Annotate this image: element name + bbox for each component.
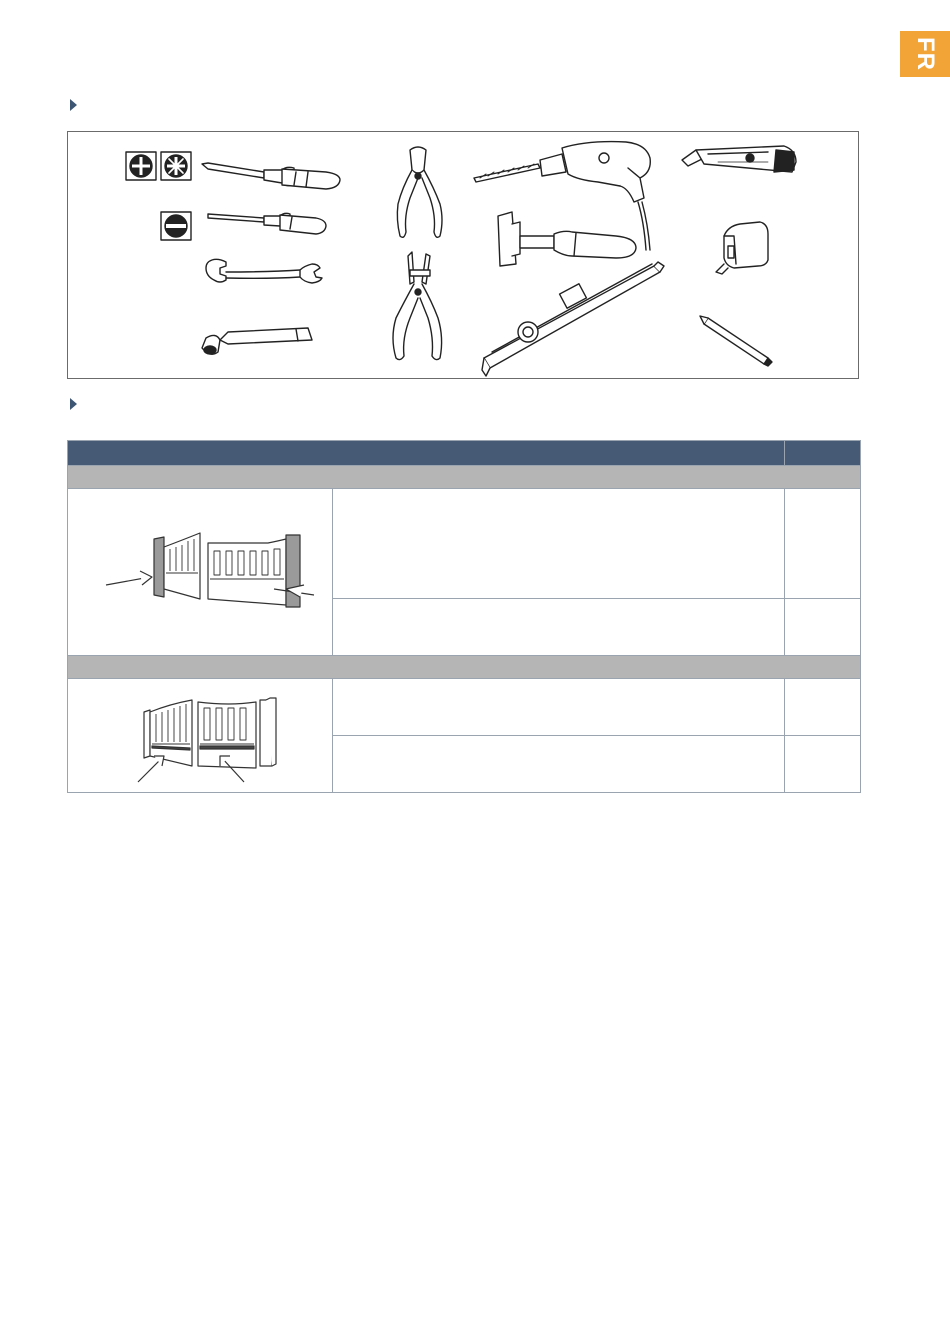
gate-pillars-illustration [68, 489, 333, 656]
gate-leaves-illustration [68, 679, 333, 793]
row-text [333, 736, 785, 793]
table-header-label [68, 441, 785, 466]
hammer-icon [498, 212, 636, 266]
row-value [785, 489, 861, 599]
section-row [68, 466, 861, 489]
cutting-pliers-icon [397, 147, 442, 237]
language-tab [900, 31, 950, 77]
phillips-screwdriver-icon [126, 152, 156, 180]
socket-wrench-icon [202, 328, 312, 354]
row-value [785, 679, 861, 736]
requirements-table [67, 440, 861, 793]
tools-panel [67, 131, 859, 379]
utility-knife-icon [682, 146, 796, 172]
language-tab-label: FR [912, 37, 939, 71]
pencil-icon [700, 316, 772, 366]
tape-measure-icon [716, 222, 768, 274]
table-header-value [785, 441, 861, 466]
row-text [333, 489, 785, 599]
open-end-wrench-icon [206, 259, 322, 283]
small-screwdriver-icon [208, 213, 326, 234]
section-row [68, 656, 861, 679]
pozidriv-screwdriver-icon [161, 152, 191, 180]
screwdriver-icon [202, 163, 340, 189]
spirit-level-icon [482, 262, 664, 376]
table-header-row [68, 441, 861, 466]
row-text [333, 679, 785, 736]
flat-screwdriver-icon [161, 212, 191, 240]
row-text [333, 599, 785, 656]
table-row [68, 679, 861, 736]
bullet-arrow-icon [70, 398, 77, 410]
bullet-arrow-icon [70, 99, 77, 111]
row-value [785, 736, 861, 793]
wire-stripper-icon [393, 252, 442, 360]
section-title [68, 466, 861, 489]
section-title [68, 656, 861, 679]
row-value [785, 599, 861, 656]
table-row [68, 489, 861, 599]
